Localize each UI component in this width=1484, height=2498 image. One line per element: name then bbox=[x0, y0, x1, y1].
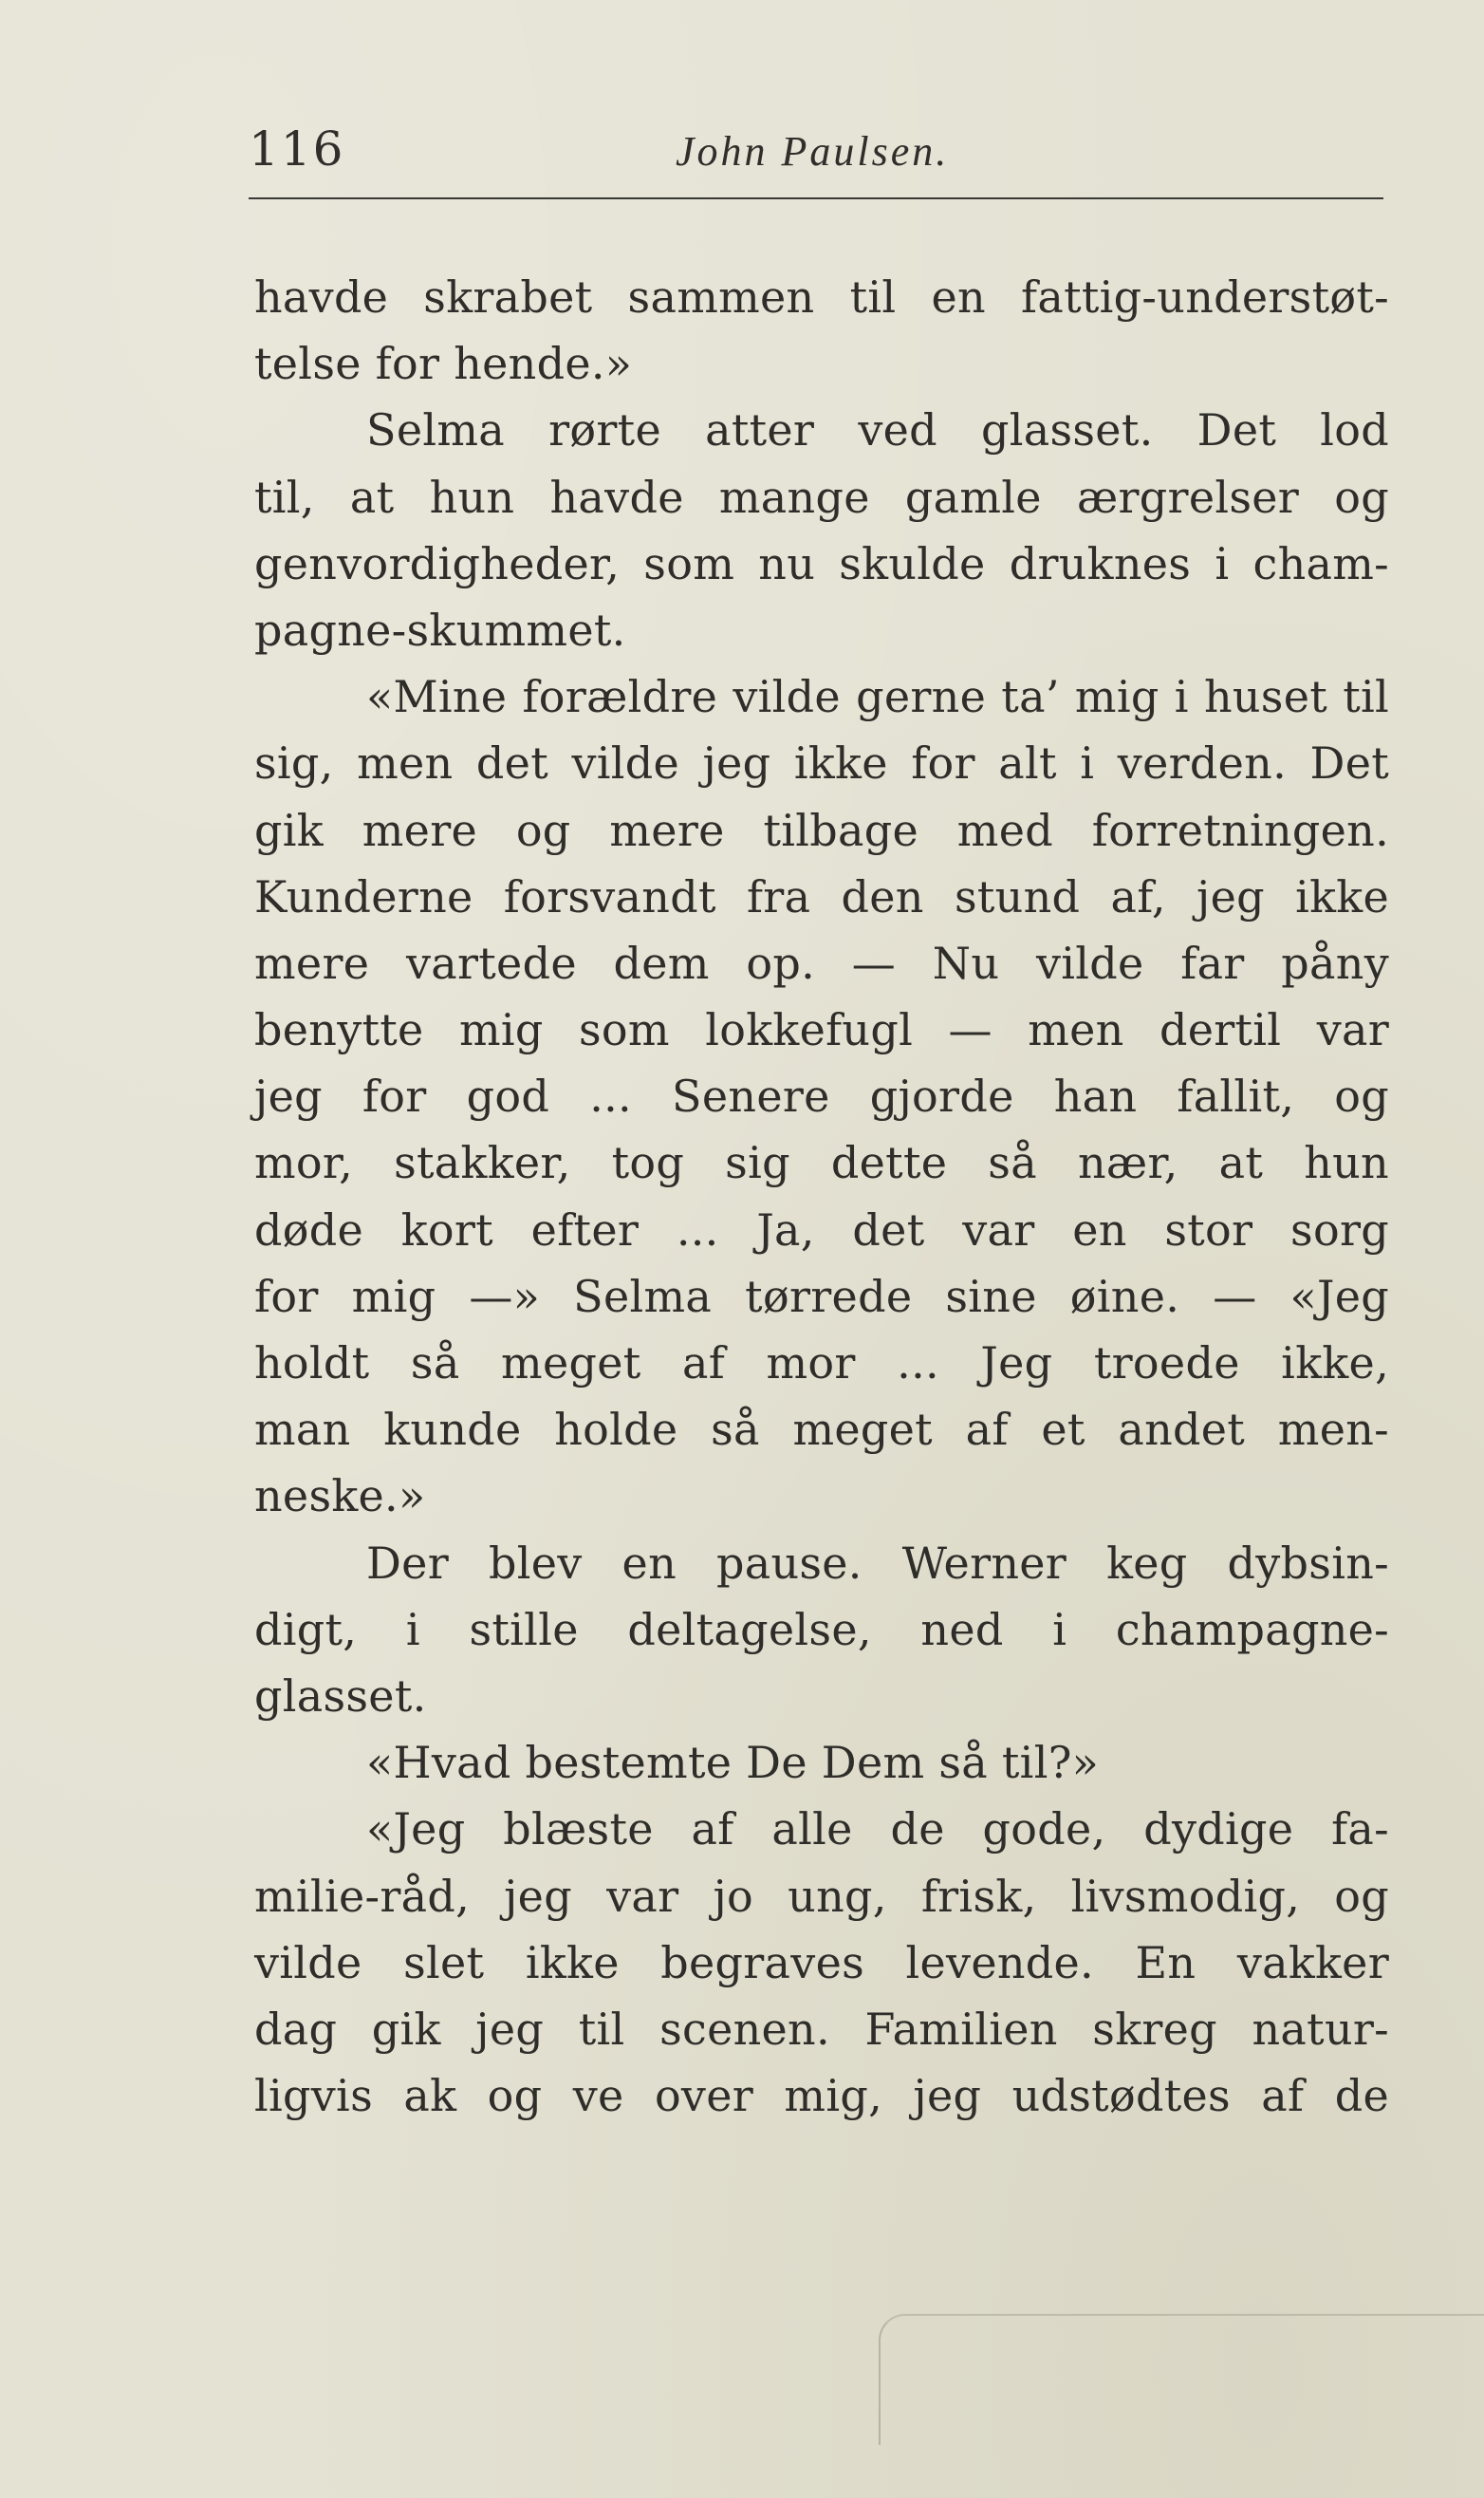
text-line: mor, stakker, tog sig dette så nær, at hun bbox=[254, 1137, 1389, 1189]
text-line: holdt så meget af mor ... Jeg troede ikke, bbox=[254, 1337, 1389, 1389]
page-number: 116 bbox=[249, 121, 345, 177]
text-line: benytte mig som lokkefugl — men dertil var bbox=[254, 1004, 1389, 1056]
text-line: Selma rørte atter ved glasset. Det lod bbox=[366, 404, 1389, 457]
text-line: døde kort efter ... Ja, det var en stor sorg bbox=[254, 1203, 1389, 1256]
text-line: man kunde holde så meget af et andet men- bbox=[254, 1404, 1389, 1456]
text-line: til, at hun havde mange gamle ærgrelser og bbox=[254, 471, 1389, 523]
header-rule bbox=[249, 197, 1383, 199]
text-line: telse for hende.» bbox=[254, 338, 633, 390]
text-line: genvordigheder, som nu skulde druknes i cham- bbox=[254, 537, 1389, 589]
body-text bbox=[254, 264, 1389, 2129]
text-line: neske.» bbox=[254, 1470, 426, 1522]
text-line: sig, men det vilde jeg ikke for alt i verden. Det bbox=[254, 737, 1389, 790]
text-line: for mig —» Selma tørrede sine øine. — «Jeg bbox=[254, 1270, 1389, 1322]
text-line: vilde slet ikke begraves levende. En vakker bbox=[254, 1936, 1389, 1988]
text-line: «Mine forældre vilde gerne ta’ mig i huset til bbox=[366, 671, 1389, 723]
text-line: «Jeg blæste af alle de gode, dydige fa- bbox=[366, 1803, 1389, 1855]
text-line: havde skrabet sammen til en fattig-understøt- bbox=[254, 271, 1389, 323]
running-head: John Paulsen. bbox=[676, 128, 950, 175]
text-line: gik mere og mere tilbage med forretningen. bbox=[254, 804, 1389, 856]
text-line: digt, i stille deltagelse, ned i champagne- bbox=[254, 1603, 1389, 1655]
text-line: pagne-skummet. bbox=[254, 604, 626, 656]
text-line: Der blev en pause. Werner keg dybsin- bbox=[366, 1537, 1389, 1589]
text-line: milie-råd, jeg var jo ung, frisk, livsmodig, og bbox=[254, 1870, 1389, 1922]
text-line: jeg for god ... Senere gjorde han fallit, og bbox=[254, 1071, 1389, 1123]
text-line: ligvis ak og ve over mig, jeg udstødtes af de bbox=[254, 2070, 1389, 2122]
text-line: «Hvad bestemte De Dem så til?» bbox=[366, 1737, 1100, 1789]
text-line: glasset. bbox=[254, 1669, 427, 1722]
page-header bbox=[249, 114, 1383, 199]
page-corner-mark bbox=[879, 2314, 1484, 2445]
text-line: dag gik jeg til scenen. Familien skreg natur- bbox=[254, 2003, 1389, 2055]
text-line: Kunderne forsvandt fra den stund af, jeg ikke bbox=[254, 870, 1389, 923]
text-line: mere vartede dem op. — Nu vilde far påny bbox=[254, 937, 1389, 989]
